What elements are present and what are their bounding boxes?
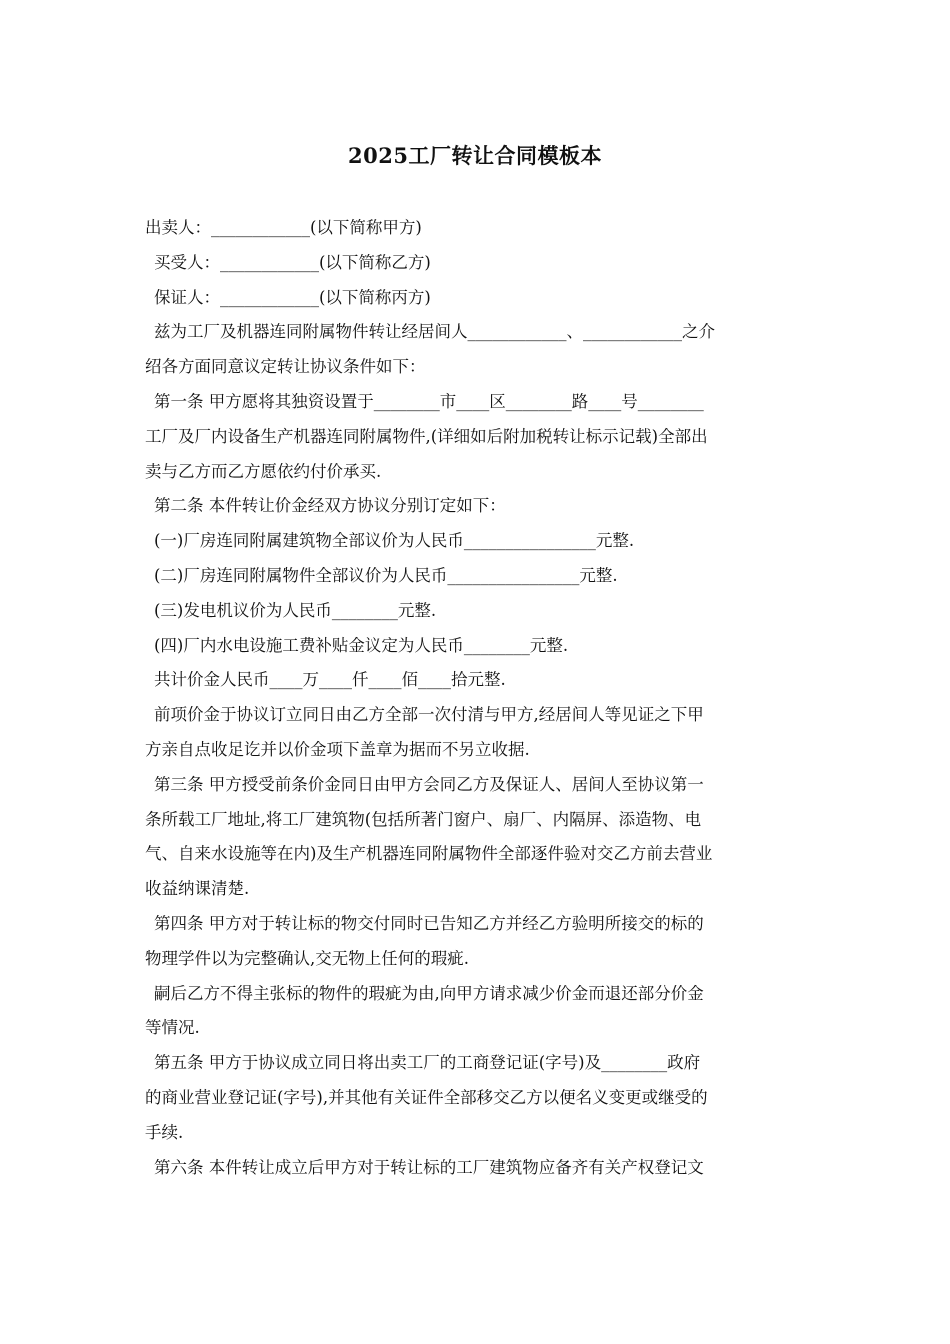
guarantor-line: 保证人：____________(以下简称丙方) xyxy=(154,287,431,307)
article-1-line-1: 第一条 甲方愿将其独资设置于________市____区________路____号________ xyxy=(154,391,704,411)
article-2-payment-line-1: 前项价金于协议订立同日由乙方全部一次付清与甲方,经居间人等见证之下甲 xyxy=(154,705,704,725)
preamble-line-2: 绍各方面同意议定转让协议条件如下： xyxy=(145,357,426,377)
article-4-line-4: 等情况. xyxy=(145,1018,200,1038)
article-5-line-1: 第五条 甲方于协议成立同日将出卖工厂的工商登记证(字号)及________政府 xyxy=(154,1053,701,1073)
article-2-total: 共计价金人民币____万____仟____佰____拾元整. xyxy=(154,670,506,690)
buyer-line: 买受人：____________(以下简称乙方) xyxy=(154,252,431,272)
article-2-item-4: (四)厂内水电设施工费补贴金议定为人民币________元整. xyxy=(154,635,569,655)
article-3-line-3: 气、自来水设施等在内)及生产机器连同附属物件全部逐件验对交乙方前去营业 xyxy=(145,844,713,864)
document-title: 2025工厂转让合同模板本 xyxy=(348,143,602,168)
article-4-line-3: 嗣后乙方不得主张标的物件的瑕疵为由,向甲方请求减少价金而退还部分价金 xyxy=(154,983,704,1003)
seller-line: 出卖人：____________(以下简称甲方) xyxy=(145,218,422,237)
article-5-line-3: 手续. xyxy=(145,1122,184,1142)
article-1-line-3: 卖与乙方而乙方愿依约付价承买. xyxy=(145,461,382,481)
article-1-line-2: 工厂及厂内设备生产机器连同附属物件,(详细如后附加税转让标示记载)全部出 xyxy=(145,426,708,446)
document-body xyxy=(145,211,810,1185)
article-5-line-2: 的商业营业登记证(字号),并其他有关证件全部移交乙方以便名义变更或继受的 xyxy=(145,1087,708,1107)
article-4-line-2: 物理学件以为完整确认,交无物上任何的瑕疵. xyxy=(145,948,469,968)
article-2-heading: 第二条 本件转让价金经双方协议分别订定如下： xyxy=(154,496,506,516)
article-4-line-1: 第四条 甲方对于转让标的物交付同时已告知乙方并经乙方验明所接交的标的 xyxy=(154,913,704,933)
article-2-payment-line-2: 方亲自点收足讫并以价金项下盖章为据而不另立收据. xyxy=(145,739,530,759)
article-3-line-2: 条所载工厂地址,将工厂建筑物(包括所著门窗户、扇厂、内隔屏、添造物、电 xyxy=(145,809,702,829)
article-2-item-1: (一)厂房连同附属建筑物全部议价为人民币________________元整. xyxy=(154,531,635,551)
article-3-line-4: 收益纳课清楚. xyxy=(145,879,250,899)
article-2-item-2: (二)厂房连同附属物件全部议价为人民币________________元整. xyxy=(154,565,618,585)
article-2-item-3: (三)发电机议价为人民币________元整. xyxy=(154,600,437,620)
preamble-line-1: 兹为工厂及机器连同附属物件转让经居间人____________、____________之介 xyxy=(154,322,715,342)
article-6-line-1: 第六条 本件转让成立后甲方对于转让标的工厂建筑物应备齐有关产权登记文 xyxy=(154,1157,704,1177)
article-3-line-1: 第三条 甲方授受前条价金同日由甲方会同乙方及保证人、居间人至协议第一 xyxy=(154,774,704,794)
